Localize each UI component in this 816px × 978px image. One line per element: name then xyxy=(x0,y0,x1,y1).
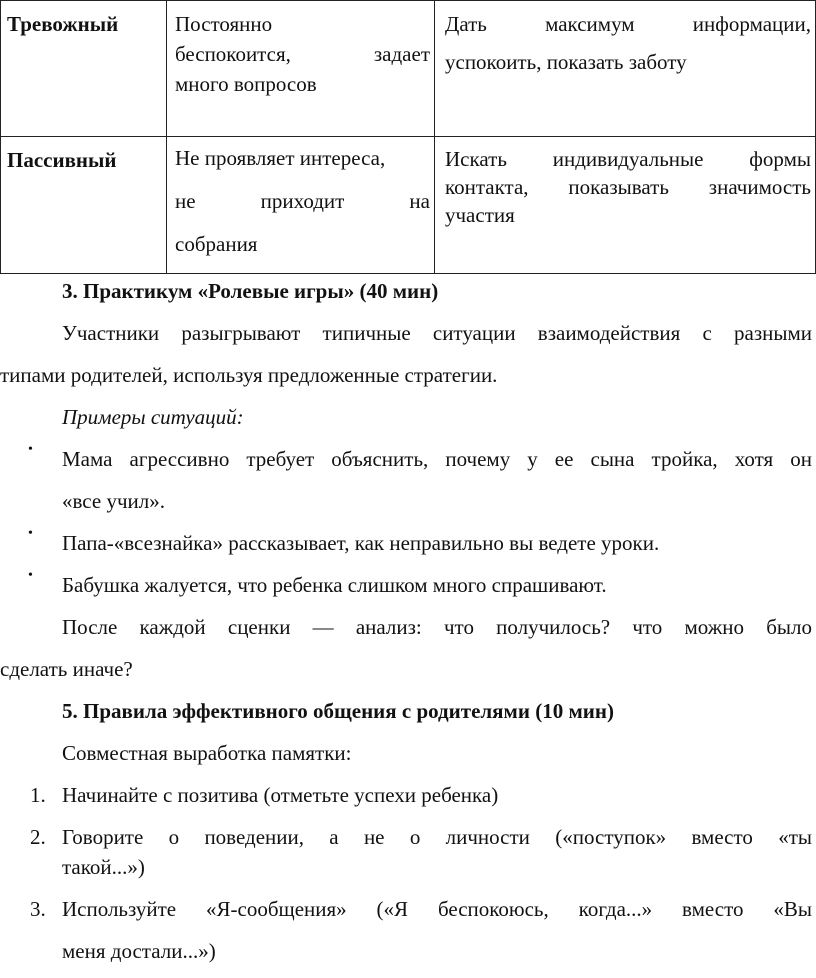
strategy-cell xyxy=(435,137,816,274)
parent-type-cell: Тревожный xyxy=(1,1,167,137)
strategy-line: Искать индивидуальные формы xyxy=(445,147,811,171)
list-item: Папа-«всезнайка» рассказывает, как неправильно вы ведете уроки. xyxy=(62,531,660,555)
paragraph-line: типами родителей, используя предложенные стратегии. xyxy=(0,363,498,387)
numbered-item: Начинайте с позитива (отметьте успехи ребенка) xyxy=(62,783,499,807)
table-row xyxy=(1,1,816,137)
numbered-item: Говорите о поведении, а не о личности («поступок» вместо «ты xyxy=(62,825,812,849)
section-5-intro: Совместная выработка памятки: xyxy=(62,741,352,765)
behavior-cell xyxy=(167,137,435,274)
bullet-marker: • xyxy=(28,442,33,457)
section-5-heading: 5. Правила эффективного общения с родителями (10 мин) xyxy=(62,699,614,723)
behavior-line: собрания xyxy=(175,232,258,256)
behavior-cell xyxy=(167,1,435,137)
paragraph-line: Участники разыгрывают типичные ситуации взаимодействия с разными xyxy=(62,321,812,345)
examples-label: Примеры ситуаций: xyxy=(62,405,244,429)
parent-types-table xyxy=(0,0,816,274)
paragraph-line: сделать иначе? xyxy=(0,657,133,681)
list-number: 3. xyxy=(30,897,46,921)
list-item: Бабушка жалуется, что ребенка слишком много спрашивают. xyxy=(62,573,607,597)
list-number: 2. xyxy=(30,825,46,849)
numbered-item: Используйте «Я-сообщения» («Я беспокоюсь, когда...» вместо «Вы xyxy=(62,897,812,921)
bullet-marker: • xyxy=(28,568,33,583)
list-number: 1. xyxy=(30,783,46,807)
numbered-item-continuation: такой...») xyxy=(62,855,145,879)
list-item-continuation: «все учил». xyxy=(62,489,165,513)
strategy-line: участия xyxy=(445,203,515,227)
table-row xyxy=(1,137,816,274)
numbered-item-continuation: меня достали...») xyxy=(62,939,216,963)
section-3-heading: 3. Практикум «Ролевые игры» (40 мин) xyxy=(62,279,439,303)
list-item: Мама агрессивно требует объяснить, почему у ее сына тройка, хотя он xyxy=(62,447,812,471)
strategy-cell xyxy=(435,1,816,137)
behavior-line: Не проявляет интереса, xyxy=(175,146,386,170)
bullet-marker: • xyxy=(28,526,33,541)
paragraph-line: После каждой сценки — анализ: что получилось? что можно было xyxy=(62,615,812,639)
strategy-line: контакта, показывать значимость xyxy=(445,175,811,199)
behavior-line: Постоянно xyxy=(175,12,273,36)
behavior-line: много вопросов xyxy=(175,72,317,96)
strategy-line: успокоить, показать заботу xyxy=(445,50,687,74)
behavior-line: беспокоится, задает xyxy=(175,42,430,66)
behavior-line: не приходит на xyxy=(175,189,430,213)
parent-type-cell: Пассивный xyxy=(1,137,167,274)
strategy-line: Дать максимум информации, xyxy=(445,12,811,36)
